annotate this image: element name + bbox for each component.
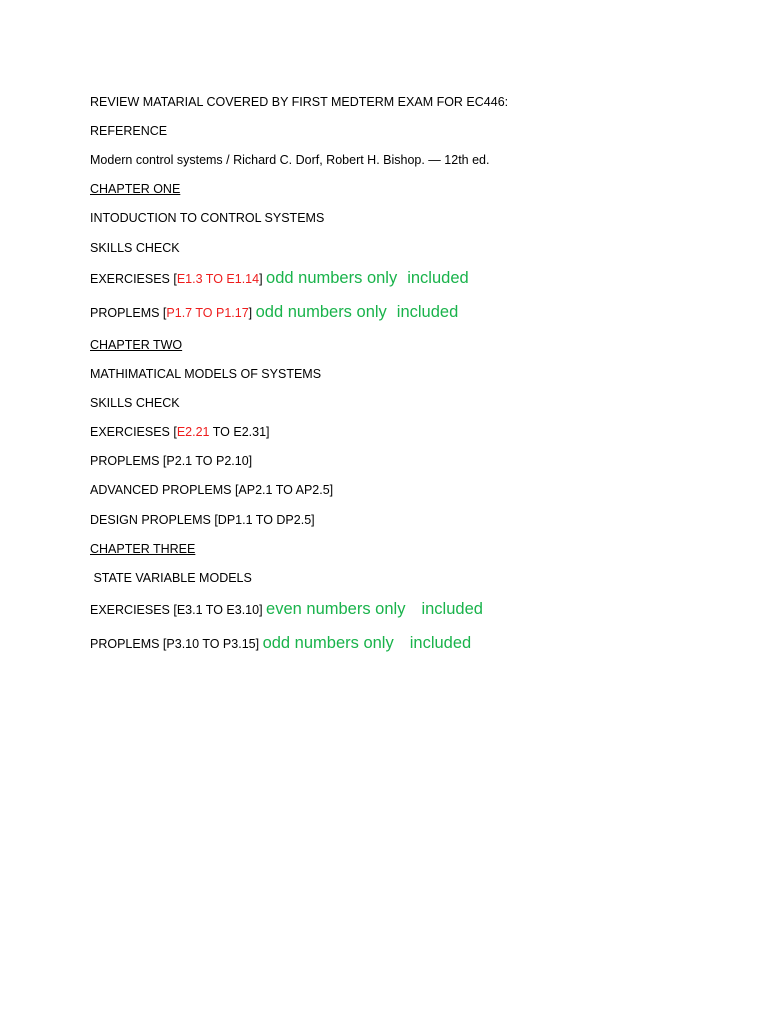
chapter-two-title: MATHIMATICAL MODELS OF SYSTEMS: [90, 367, 322, 381]
problems-label: PROPLEMS [: [90, 306, 167, 320]
chapter-one-title: INTODUCTION TO CONTROL SYSTEMS: [90, 211, 325, 225]
chapter-one-skills-check: SKILLS CHECK: [90, 241, 180, 255]
reference-text: Modern control systems / Richard C. Dorf, Robert H. Bishop. — 12th ed.: [90, 153, 490, 167]
chapter-one-exercises: [90, 270, 469, 287]
chapter-two-advanced-problems: ADVANCED PROPLEMS [AP2.1 TO AP2.5]: [90, 483, 334, 497]
chapter-two-exercises: [90, 424, 270, 440]
exercises-range-rest: TO E2.31]: [209, 425, 270, 439]
document-page: [90, 0, 730, 1024]
exercises-label: EXERCIESES [E3.1 TO E3.10]: [90, 603, 263, 617]
chapter-three-title: STATE VARIABLE MODELS: [90, 571, 252, 585]
exercises-close: ]: [259, 272, 263, 286]
exercises-label: EXERCIESES [: [90, 272, 177, 286]
problems-note: odd numbers only: [255, 303, 387, 321]
exercises-note: even numbers only: [266, 600, 406, 618]
chapter-two-design-problems: DESIGN PROPLEMS [DP1.1 TO DP2.5]: [90, 513, 315, 527]
chapter-two-problems: PROPLEMS [P2.1 TO P2.10]: [90, 454, 253, 468]
problems-note: odd numbers only: [262, 634, 394, 652]
chapter-one-problems: [90, 304, 458, 321]
exercises-note: odd numbers only: [266, 269, 398, 287]
chapter-three-heading: CHAPTER THREE: [90, 542, 196, 556]
chapter-two-heading: CHAPTER TWO: [90, 338, 183, 352]
exercises-included: included: [407, 269, 469, 287]
problems-label: PROPLEMS [P3.10 TO P3.15]: [90, 637, 260, 651]
reference-label: REFERENCE: [90, 124, 168, 138]
exercises-included: included: [421, 600, 483, 618]
document-title: REVIEW MATARIAL COVERED BY FIRST MEDTERM EXAM FOR EC446:: [90, 95, 509, 109]
problems-range: P1.7 TO P1.17: [166, 306, 249, 320]
problems-close: ]: [248, 306, 253, 320]
problems-included: included: [396, 303, 459, 321]
chapter-three-problems: [90, 635, 471, 652]
exercises-range: E1.3 TO E1.14: [176, 272, 260, 286]
chapter-one-heading: CHAPTER ONE: [90, 182, 181, 196]
exercises-label: EXERCIESES [: [90, 425, 177, 439]
problems-included: included: [409, 634, 472, 652]
exercises-range-highlight: E2.21: [176, 425, 210, 439]
chapter-two-skills-check: SKILLS CHECK: [90, 396, 180, 410]
chapter-three-exercises: [90, 601, 483, 618]
